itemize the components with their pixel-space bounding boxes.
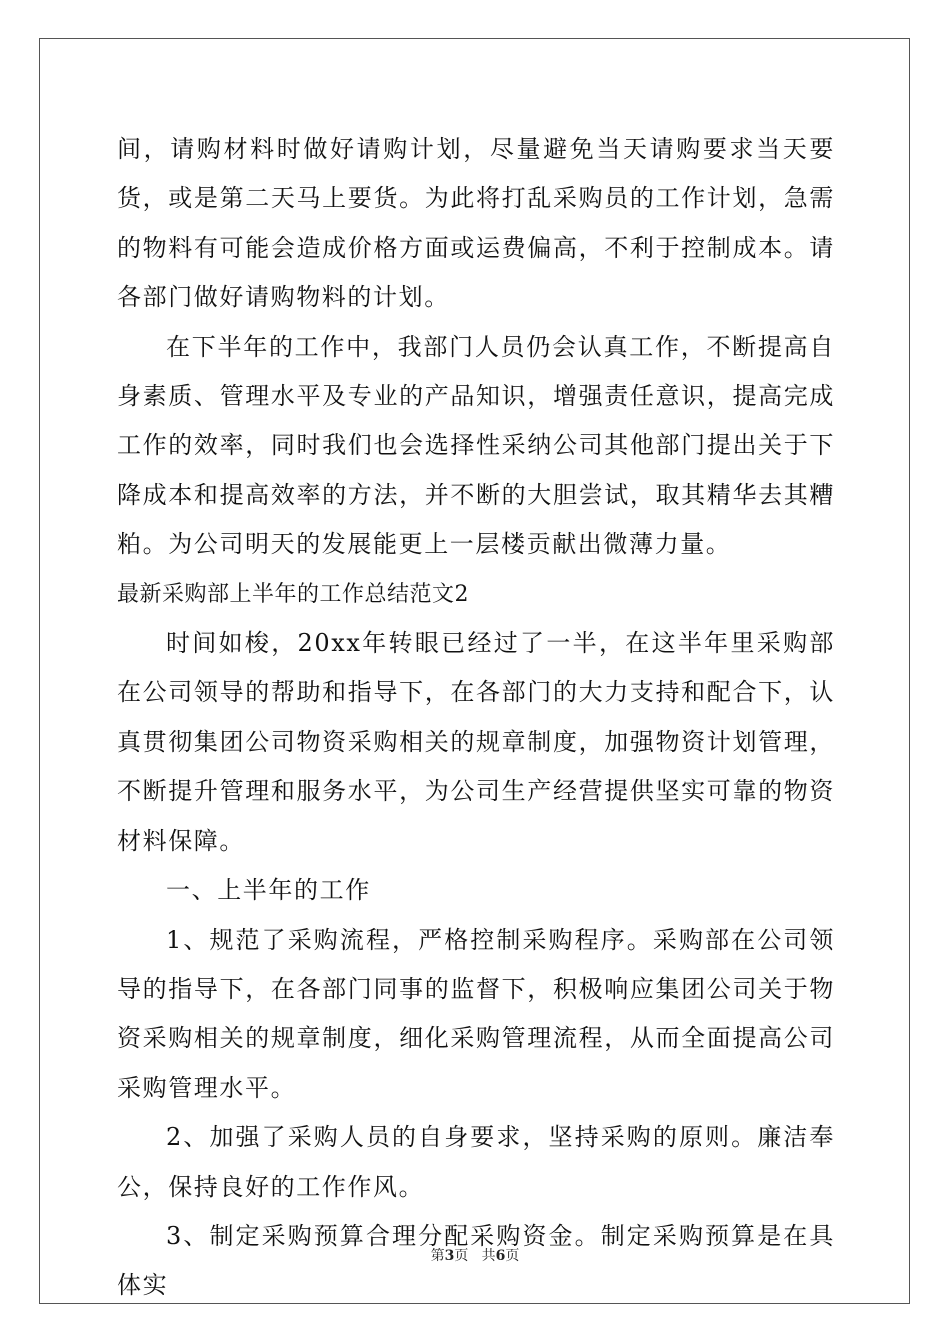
page-total: 6 [495,1248,506,1264]
subheading-first-half-work: 一、上半年的工作 [166,876,371,905]
page-footer [0,1247,950,1265]
paragraph-intro: 时间如梭，20xx年转眼已经过了一半，在这半年里采购部在公司领导的帮助和指导下，在各部门的大力支持和配合下，认真贯彻集团公司物资采购相关的规章制度，加强物资计划管理，不断提升管理和服务水平，为公司生产经营提供坚实可靠的物资材料保障。 [117,629,835,855]
paragraph-item-2: 2、加强了采购人员的自身要求，坚持采购的原则。廉洁奉公，保持良好的工作作风。 [117,1123,835,1201]
page-prefix: 第 [430,1248,445,1264]
paragraph-item-3: 3、制定采购预算合理分配采购资金。制定采购预算是在具体实 [117,1221,835,1300]
page-current: 3 [444,1248,455,1264]
paragraph-item-1: 1、规范了采购流程，严格控制采购程序。采购部在公司领导的指导下，在各部门同事的监督下，积极响应集团公司关于物资采购相关的规章制度，细化采购管理流程，从而全面提高公司采购管理水平。 [117,925,835,1102]
total-prefix: 共 [481,1248,496,1264]
paragraph-continuation: 间，请购材料时做好请购计划，尽量避免当天请购要求当天要货，或是第二天马上要货。为此将打乱采购员的工作计划，急需的物料有可能会造成价格方面或运费偏高，不利于控制成本。请各部门做好请购物料的计划。 [117,135,835,312]
document-body [117,125,835,1311]
section-title: 最新采购部上半年的工作总结范文2 [117,581,469,607]
page-unit: 页 [454,1248,469,1264]
paragraph-second-half-plan: 在下半年的工作中，我部门人员仍会认真工作，不断提高自身素质、管理水平及专业的产品知识，增强责任意识，提高完成工作的效率，同时我们也会选择性采纳公司其他部门提出关于下降成本和提高效率的方法，并不断的大胆尝试，取其精华去其糟粕。为公司明天的发展能更上一层楼贡献出微薄力量。 [117,332,835,559]
total-unit: 页 [505,1248,520,1264]
